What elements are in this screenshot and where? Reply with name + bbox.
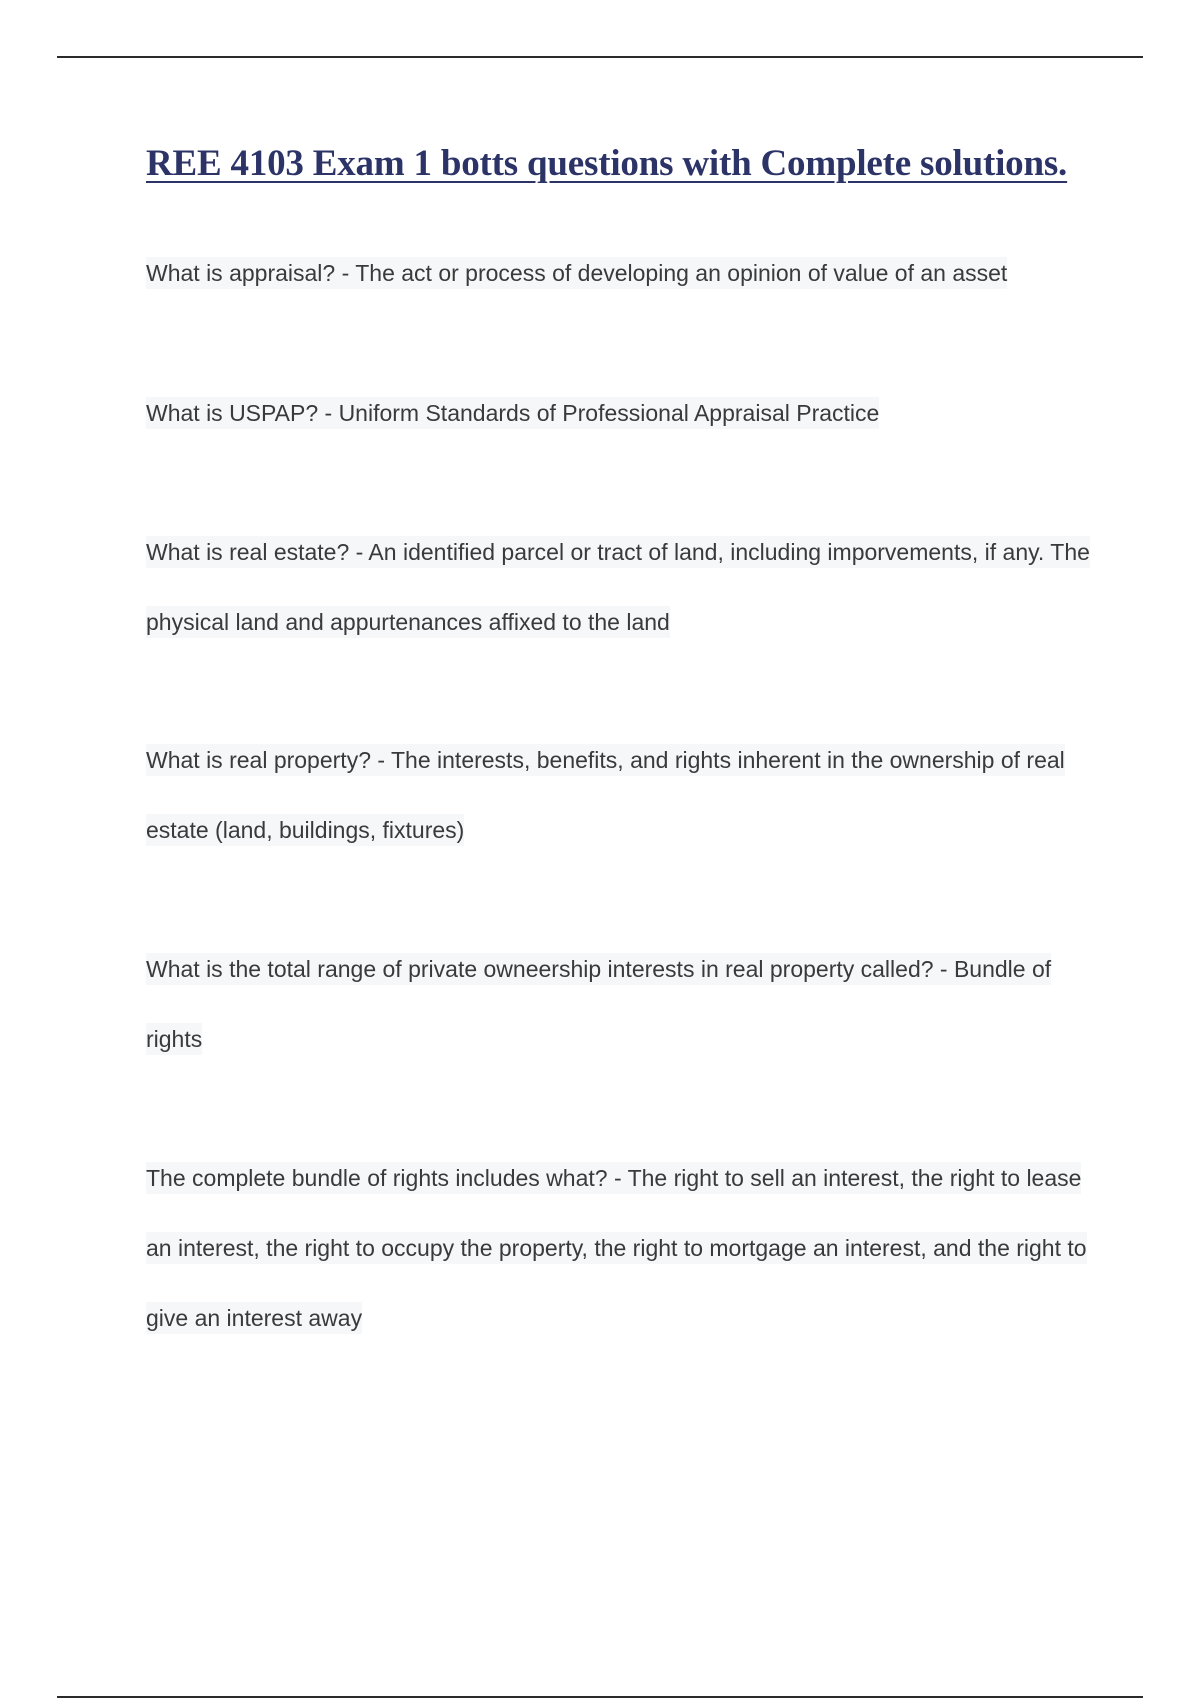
qa-item-text: What is appraisal? - The act or process of developing an opinion of value of an asset <box>146 257 1007 289</box>
document-title: REE 4103 Exam 1 botts questions with Complete solutions. <box>146 143 1068 184</box>
qa-item-real-estate <box>146 517 1090 657</box>
qa-item-real-property <box>146 725 1090 865</box>
qa-item-bundle-of-rights <box>146 934 1090 1074</box>
qa-item-uspap <box>146 378 1090 448</box>
qa-item-text: What is USPAP? - Uniform Standards of Professional Appraisal Practice <box>146 397 879 429</box>
top-rule <box>57 56 1143 58</box>
qa-item-text: What is the total range of private owneership interests in real property called? - Bundle of rights <box>146 953 1051 1055</box>
qa-item-appraisal <box>146 238 1090 308</box>
qa-item-complete-bundle <box>146 1143 1090 1353</box>
qa-item-text: What is real property? - The interests, benefits, and rights inherent in the ownership of real estate (land, buildings, fixtures) <box>146 744 1065 846</box>
qa-item-text: What is real estate? - An identified parcel or tract of land, including imporvements, if any. The physical land and appurtenances affixed to the land <box>146 536 1090 638</box>
bottom-rule <box>57 1696 1143 1698</box>
qa-item-text: The complete bundle of rights includes what? - The right to sell an interest, the right to lease an interest, the right to occupy the property, the right to mortgage an interest, and the right to give an interest away <box>146 1162 1087 1334</box>
